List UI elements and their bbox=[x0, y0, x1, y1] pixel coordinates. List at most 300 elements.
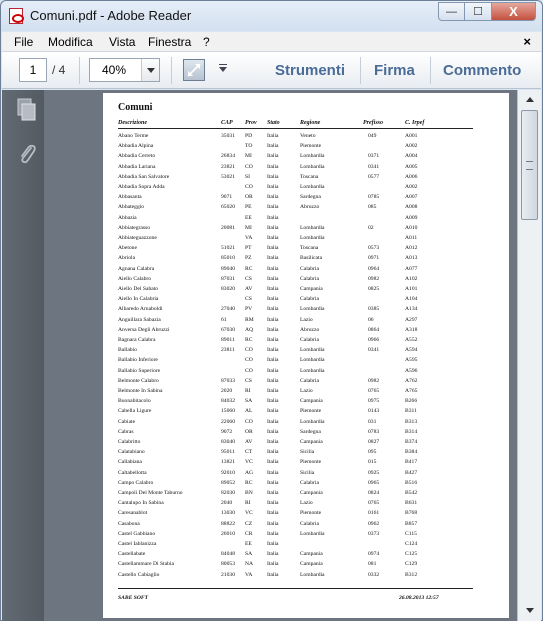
cell-prov: CO bbox=[245, 357, 253, 364]
pages-icon[interactable] bbox=[16, 98, 38, 122]
cell-descrizione: Ballabio bbox=[118, 347, 137, 354]
cell-prefisso: 0765 bbox=[368, 500, 380, 507]
cell-irpef: B542 bbox=[405, 490, 418, 496]
cell-prefisso: 085 bbox=[368, 204, 377, 211]
cell-cap: 15060 bbox=[221, 408, 235, 415]
cell-descrizione: Campo Calabro bbox=[118, 479, 154, 486]
cell-stato: Italia bbox=[267, 347, 279, 354]
cell-descrizione: Cabiate bbox=[118, 418, 136, 425]
cell-irpef: A596 bbox=[405, 367, 418, 374]
cell-cap: 89011 bbox=[221, 337, 235, 343]
cell-regione: Sardegna bbox=[300, 428, 321, 435]
cell-prov: TO bbox=[245, 143, 253, 150]
cell-prefisso: 0864 bbox=[368, 326, 380, 333]
cell-stato: Italia bbox=[267, 377, 279, 384]
cell-cap: 21030 bbox=[221, 571, 235, 578]
cell-stato: Italia bbox=[267, 245, 279, 252]
cell-prov: RI bbox=[245, 500, 251, 507]
cell-cap: 83040 bbox=[221, 439, 235, 445]
table-row bbox=[103, 153, 509, 163]
cell-stato: Italia bbox=[267, 265, 279, 272]
cell-irpef: A594 bbox=[405, 347, 418, 354]
cell-cap: 83020 bbox=[221, 286, 235, 292]
cell-irpef: B857 bbox=[405, 520, 418, 527]
cell-stato: Italia bbox=[267, 561, 279, 568]
zoom-select[interactable] bbox=[89, 58, 160, 82]
cell-irpef: A101 bbox=[405, 286, 418, 292]
cell-descrizione: Abbasanta bbox=[118, 194, 142, 201]
cell-regione: Sicilia bbox=[300, 469, 315, 476]
table-row bbox=[103, 480, 509, 490]
cell-stato: Italia bbox=[267, 541, 279, 547]
minimize-button[interactable] bbox=[438, 2, 465, 21]
cell-prov: CZ bbox=[245, 520, 253, 527]
window-title: Comuni.pdf - Adobe Reader bbox=[30, 8, 192, 23]
toolbar-divider bbox=[171, 57, 172, 84]
cell-irpef: B631 bbox=[405, 500, 418, 507]
cell-cap: 84032 bbox=[221, 398, 235, 405]
cell-regione: Lazio bbox=[300, 500, 313, 507]
cell-prefisso: 0785 bbox=[368, 194, 380, 201]
cell-prefisso: 081 bbox=[368, 561, 377, 568]
cell-stato: Italia bbox=[267, 204, 279, 211]
menu-help[interactable]: ? bbox=[203, 35, 210, 49]
cell-prov: AG bbox=[245, 469, 254, 476]
footer-date: 26.08.2013 12:57 bbox=[399, 595, 439, 601]
cell-stato: Italia bbox=[267, 357, 279, 364]
cell-prefisso: 031 bbox=[368, 418, 377, 425]
cell-prefisso: 02 bbox=[368, 224, 374, 231]
cell-stato: Italia bbox=[267, 316, 279, 323]
cell-cap: 85010 bbox=[221, 255, 235, 262]
toolbar-divider bbox=[79, 57, 80, 84]
cell-descrizione: Castellabate bbox=[118, 551, 146, 558]
cell-stato: Italia bbox=[267, 337, 279, 343]
table-row bbox=[103, 357, 509, 367]
cell-stato: Italia bbox=[267, 286, 279, 292]
cell-prov: RC bbox=[245, 337, 253, 343]
cell-irpef: A297 bbox=[405, 316, 418, 323]
document-viewer[interactable] bbox=[44, 90, 517, 621]
cell-descrizione: Castel Iablanizza bbox=[118, 541, 157, 547]
cell-prefisso: 0371 bbox=[368, 153, 380, 160]
cell-prov: SI bbox=[245, 173, 250, 180]
table-row bbox=[103, 551, 509, 561]
table-row bbox=[103, 204, 509, 214]
cell-irpef: A318 bbox=[405, 326, 418, 333]
close-icon: X bbox=[509, 4, 518, 19]
cell-stato: Italia bbox=[267, 490, 279, 496]
cell-prov: CS bbox=[245, 275, 252, 282]
cell-prov: CS bbox=[245, 296, 252, 303]
toolbar-menu-icon[interactable] bbox=[219, 67, 227, 72]
cell-prefisso: 0143 bbox=[368, 408, 380, 415]
cell-regione: Lombardia bbox=[300, 306, 325, 313]
paperclip-icon[interactable] bbox=[16, 142, 38, 166]
menu-finestra[interactable]: Finestra bbox=[148, 35, 192, 49]
cell-cap: 27040 bbox=[221, 306, 235, 313]
cell-stato: Italia bbox=[267, 296, 279, 303]
cell-irpef: A012 bbox=[405, 245, 418, 252]
cell-descrizione: Abbazia bbox=[118, 214, 137, 221]
cell-descrizione: Calatabiano bbox=[118, 449, 145, 456]
cell-prov: CO bbox=[245, 367, 253, 374]
cell-prefisso: 0573 bbox=[368, 245, 380, 252]
cell-stato: Italia bbox=[267, 551, 279, 558]
cell-descrizione: Abbateggio bbox=[118, 204, 145, 211]
col-header-regione: Regione bbox=[300, 120, 321, 126]
cell-cap: 2020 bbox=[221, 388, 233, 394]
cell-regione: Toscana bbox=[300, 245, 319, 252]
menu-vista[interactable]: Vista bbox=[109, 35, 136, 49]
table-row bbox=[103, 347, 509, 357]
cell-prov: CO bbox=[245, 347, 253, 354]
cell-prov: AV bbox=[245, 439, 253, 445]
cell-descrizione: Abbadia Sopra Adda bbox=[118, 184, 165, 190]
cell-prov: RI bbox=[245, 388, 251, 394]
cell-cap: 84048 bbox=[221, 551, 235, 558]
cell-regione: Toscana bbox=[300, 173, 319, 180]
cell-irpef: A077 bbox=[405, 265, 418, 272]
col-header-descrizione: Descrizione bbox=[118, 120, 147, 126]
page-number-input[interactable]: 1 bbox=[19, 58, 47, 82]
cell-regione: Abruzzo bbox=[300, 204, 320, 211]
cell-irpef: A765 bbox=[405, 388, 418, 394]
cell-irpef: A104 bbox=[405, 296, 418, 303]
cell-stato: Italia bbox=[267, 530, 279, 537]
menu-modifica[interactable]: Modifica bbox=[48, 35, 93, 49]
col-header-irpef: C. Irpef bbox=[405, 120, 425, 126]
cell-prov: PT bbox=[245, 245, 252, 252]
cell-stato: Italia bbox=[267, 418, 279, 425]
cell-prov: OR bbox=[245, 194, 253, 201]
cell-prov: VC bbox=[245, 459, 253, 466]
cell-regione: Calabria bbox=[300, 520, 319, 527]
cell-descrizione: Abriola bbox=[118, 255, 136, 262]
table-row bbox=[103, 286, 509, 296]
cell-cap: 9071 bbox=[221, 194, 233, 201]
cell-prov: EE bbox=[245, 214, 252, 221]
cell-cap: 35031 bbox=[221, 133, 235, 139]
cell-regione: Calabria bbox=[300, 377, 319, 384]
cell-irpef: A011 bbox=[405, 235, 418, 241]
cell-irpef: B311 bbox=[405, 408, 417, 415]
cell-irpef: A004 bbox=[405, 153, 418, 160]
cell-cap: 20081 bbox=[221, 224, 235, 231]
cell-prov: PE bbox=[245, 204, 252, 211]
cell-irpef: B427 bbox=[405, 469, 418, 476]
cell-descrizione: Caresanablot bbox=[118, 510, 148, 517]
table-row bbox=[103, 419, 509, 429]
cell-cap: 65020 bbox=[221, 204, 235, 211]
menu-bar bbox=[2, 32, 541, 52]
navigation-pane bbox=[2, 90, 44, 621]
cell-descrizione: Agnana Calabra bbox=[118, 265, 155, 272]
cell-irpef: A552 bbox=[405, 337, 418, 343]
cell-descrizione: Cantalupo In Sabina bbox=[118, 500, 164, 507]
cell-cap: 22060 bbox=[221, 418, 235, 425]
minimize-icon: — bbox=[446, 5, 457, 18]
cell-cap: 9072 bbox=[221, 428, 233, 435]
table-row bbox=[103, 164, 509, 174]
cell-regione: Sardegna bbox=[300, 194, 321, 201]
cell-prefisso: 0161 bbox=[368, 510, 380, 517]
table-row bbox=[103, 255, 509, 265]
cell-stato: Italia bbox=[267, 439, 279, 445]
table-row bbox=[103, 174, 509, 184]
footer-company: SABE SOFT bbox=[118, 595, 149, 601]
cell-irpef: C115 bbox=[405, 530, 417, 537]
cell-stato: Italia bbox=[267, 571, 279, 578]
cell-prov: AL bbox=[245, 408, 253, 415]
page-total: / 4 bbox=[52, 63, 66, 77]
table-row bbox=[103, 317, 509, 327]
cell-cap: 53021 bbox=[221, 173, 235, 180]
table-row bbox=[103, 245, 509, 255]
cell-prov: CO bbox=[245, 184, 253, 190]
cell-irpef: A595 bbox=[405, 357, 418, 364]
cell-descrizione: Caltabellotta bbox=[118, 469, 147, 476]
cell-prov: RM bbox=[245, 316, 254, 323]
cell-descrizione: Abano Terme bbox=[118, 133, 149, 139]
cell-irpef: B313 bbox=[405, 418, 418, 425]
cell-prov: CO bbox=[245, 418, 253, 425]
cell-regione: Campania bbox=[300, 398, 323, 405]
toolbar-divider bbox=[360, 57, 361, 84]
cell-prefisso: 0385 bbox=[368, 306, 380, 313]
cell-prov: SA bbox=[245, 551, 253, 558]
cell-irpef: A009 bbox=[405, 214, 418, 221]
cell-regione: Piemonte bbox=[300, 408, 322, 415]
table-row bbox=[103, 408, 509, 418]
cell-regione: Calabria bbox=[300, 275, 319, 282]
table-row bbox=[103, 276, 509, 286]
cell-prov: PZ bbox=[245, 255, 252, 262]
cell-regione: Piemonte bbox=[300, 510, 322, 517]
cell-descrizione: Abbadia San Salvatore bbox=[118, 173, 170, 180]
cell-prov: CO bbox=[245, 163, 253, 170]
cell-descrizione: Aiello In Calabria bbox=[118, 296, 159, 303]
cell-regione: Veneto bbox=[300, 133, 316, 139]
cell-descrizione: Aiello Calabro bbox=[118, 275, 152, 282]
comment-button[interactable]: Commento bbox=[443, 62, 522, 79]
cell-stato: Italia bbox=[267, 194, 279, 201]
cell-regione: Lombardia bbox=[300, 367, 325, 374]
cell-irpef: A007 bbox=[405, 194, 418, 201]
cell-irpef: A762 bbox=[405, 377, 418, 384]
cell-descrizione: Castello Cabiaglio bbox=[118, 571, 160, 578]
cell-stato: Italia bbox=[267, 408, 279, 415]
cell-prefisso: 0975 bbox=[368, 398, 380, 405]
cell-descrizione: Abbadia Cerreto bbox=[118, 153, 156, 160]
doc-title: Comuni bbox=[118, 102, 153, 113]
cell-stato: Italia bbox=[267, 173, 279, 180]
cell-descrizione: Anguillara Sabazia bbox=[118, 316, 161, 323]
vertical-scrollbar[interactable] bbox=[517, 90, 541, 621]
cell-regione: Calabria bbox=[300, 337, 319, 343]
cell-descrizione: Ballabio Inferiore bbox=[118, 357, 158, 364]
cell-regione: Piemonte bbox=[300, 143, 322, 150]
cell-descrizione: Abbiategrasso bbox=[118, 224, 151, 231]
fit-page-icon bbox=[186, 62, 202, 78]
cell-descrizione: Callabiana bbox=[118, 459, 142, 466]
cell-regione: Calabria bbox=[300, 479, 319, 486]
cell-regione: Campania bbox=[300, 490, 323, 496]
toolbar bbox=[2, 52, 541, 89]
cell-cap: 2040 bbox=[221, 500, 233, 507]
cell-stato: Italia bbox=[267, 398, 279, 405]
cell-irpef: A008 bbox=[405, 204, 418, 211]
table-row bbox=[103, 296, 509, 306]
cell-irpef: B312 bbox=[405, 571, 418, 578]
cell-prefisso: 015 bbox=[368, 459, 377, 466]
cell-prefisso: 0982 bbox=[368, 275, 380, 282]
menu-file[interactable]: File bbox=[14, 35, 34, 49]
table-row bbox=[103, 429, 509, 439]
cell-stato: Italia bbox=[267, 449, 279, 456]
cell-stato: Italia bbox=[267, 133, 279, 139]
cell-irpef: A001 bbox=[405, 133, 418, 139]
cell-stato: Italia bbox=[267, 214, 279, 221]
maximize-icon: ☐ bbox=[473, 6, 483, 18]
cell-regione: Campania bbox=[300, 439, 323, 445]
cell-regione: Lombardia bbox=[300, 347, 325, 354]
cell-cap: 23811 bbox=[221, 347, 235, 354]
table-row bbox=[103, 561, 509, 571]
scroll-thumb[interactable] bbox=[521, 110, 538, 220]
cell-stato: Italia bbox=[267, 184, 279, 190]
table-row bbox=[103, 235, 509, 245]
table-row bbox=[103, 266, 509, 276]
table-row bbox=[103, 306, 509, 316]
cell-irpef: A002 bbox=[405, 184, 418, 190]
pdf-page bbox=[103, 93, 509, 618]
cell-prov: RC bbox=[245, 479, 253, 486]
cell-stato: Italia bbox=[267, 163, 279, 170]
sign-button[interactable]: Firma bbox=[374, 62, 415, 79]
cell-regione: Lombardia bbox=[300, 530, 325, 537]
cell-prov: CT bbox=[245, 449, 253, 456]
cell-regione: Campania bbox=[300, 286, 323, 292]
cell-stato: Italia bbox=[267, 479, 279, 486]
cell-descrizione: Abetone bbox=[118, 245, 137, 252]
zoom-value: 40% bbox=[102, 63, 127, 77]
cell-cap: 26834 bbox=[221, 153, 235, 160]
cell-prefisso: 0824 bbox=[368, 490, 380, 496]
table-row bbox=[103, 572, 509, 582]
cell-prefisso: 0373 bbox=[368, 530, 380, 537]
cell-cap: 23821 bbox=[221, 163, 235, 170]
cell-prefisso: 049 bbox=[368, 133, 377, 139]
cell-regione: Lombardia bbox=[300, 163, 325, 170]
cell-stato: Italia bbox=[267, 459, 279, 466]
cell-descrizione: Campoli Del Monte Taburno bbox=[118, 490, 183, 496]
cell-prov: OR bbox=[245, 428, 253, 435]
cell-irpef: B768 bbox=[405, 510, 418, 517]
window-controls bbox=[438, 2, 536, 21]
maximize-button[interactable] bbox=[465, 2, 492, 21]
table-row bbox=[103, 368, 509, 378]
footer-rule bbox=[118, 588, 473, 589]
cell-prefisso: 0332 bbox=[368, 571, 380, 578]
table-row bbox=[103, 225, 509, 235]
cell-cap: 80053 bbox=[221, 561, 235, 568]
cell-regione: Abruzzo bbox=[300, 326, 320, 333]
cell-irpef: A102 bbox=[405, 275, 418, 282]
table-row bbox=[103, 398, 509, 408]
cell-irpef: B417 bbox=[405, 459, 418, 466]
cell-cap: 67030 bbox=[221, 326, 235, 333]
table-row bbox=[103, 327, 509, 337]
cell-descrizione: Abbadia Lariana bbox=[118, 163, 156, 170]
table-row bbox=[103, 449, 509, 459]
col-header-stato: Stato bbox=[267, 120, 280, 126]
cell-regione: Lazio bbox=[300, 388, 313, 394]
cell-regione: Piemonte bbox=[300, 459, 322, 466]
cell-regione: Lombardia bbox=[300, 571, 325, 578]
cell-descrizione: Abbiateguazzone bbox=[118, 235, 157, 241]
cell-stato: Italia bbox=[267, 143, 279, 150]
cell-regione: Basilicata bbox=[300, 255, 323, 262]
document-close-icon[interactable]: × bbox=[523, 34, 531, 49]
col-header-prefisso: Prefisso bbox=[363, 120, 383, 126]
cell-prov: RC bbox=[245, 265, 253, 272]
cell-irpef: A002 bbox=[405, 143, 418, 150]
cell-prov: AQ bbox=[245, 326, 254, 333]
cell-prov: SA bbox=[245, 398, 253, 405]
cell-irpef: A134 bbox=[405, 306, 418, 313]
cell-stato: Italia bbox=[267, 388, 279, 394]
cell-prov: CR bbox=[245, 530, 253, 537]
cell-prefisso: 0577 bbox=[368, 173, 380, 180]
table-row bbox=[103, 500, 509, 510]
cell-prefisso: 0825 bbox=[368, 286, 380, 292]
cell-stato: Italia bbox=[267, 255, 279, 262]
cell-prefisso: 0925 bbox=[368, 469, 380, 476]
table-row bbox=[103, 459, 509, 469]
cell-stato: Italia bbox=[267, 224, 279, 231]
cell-prov: AV bbox=[245, 286, 253, 292]
table-row bbox=[103, 531, 509, 541]
cell-irpef: B516 bbox=[405, 479, 418, 486]
title-bar[interactable] bbox=[1, 1, 542, 31]
table-row bbox=[103, 194, 509, 204]
scroll-down-icon[interactable] bbox=[520, 603, 539, 619]
cell-regione: Calabria bbox=[300, 296, 319, 303]
table-row bbox=[103, 541, 509, 551]
cell-descrizione: Ballabio Superiore bbox=[118, 367, 161, 374]
close-button[interactable] bbox=[492, 2, 536, 21]
chevron-down-icon[interactable] bbox=[141, 59, 159, 81]
cell-stato: Italia bbox=[267, 510, 279, 517]
cell-stato: Italia bbox=[267, 275, 279, 282]
cell-descrizione: Cabella Ligure bbox=[118, 408, 152, 415]
cell-prefisso: 0965 bbox=[368, 479, 380, 486]
cell-cap: 13821 bbox=[221, 459, 235, 466]
table-row bbox=[103, 133, 509, 143]
cell-stato: Italia bbox=[267, 500, 279, 507]
fit-page-button[interactable] bbox=[183, 59, 205, 81]
cell-prov: VC bbox=[245, 510, 253, 517]
scroll-up-icon[interactable] bbox=[520, 92, 539, 108]
tools-button[interactable]: Strumenti bbox=[275, 62, 346, 79]
cell-prefisso: 0964 bbox=[368, 265, 380, 272]
cell-irpef: A010 bbox=[405, 224, 418, 231]
cell-regione: Lombardia bbox=[300, 357, 325, 364]
cell-irpef: A013 bbox=[405, 255, 418, 262]
table-row bbox=[103, 470, 509, 480]
cell-regione: Lazio bbox=[300, 316, 313, 323]
